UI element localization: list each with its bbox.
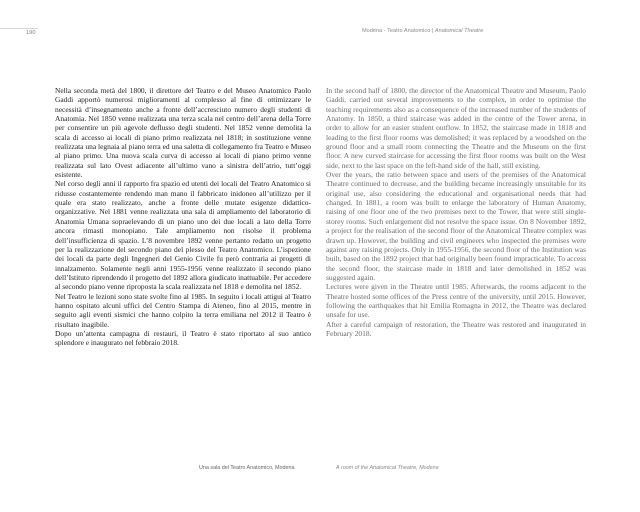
italian-text-column <box>55 86 311 348</box>
page-number: 190 <box>26 30 36 36</box>
english-paragraph: Over the years, the ratio between space and users of the premises of the Anatomical Theatre continued to decrease, and the building became increasingly unsuitable for its original use, also considering the educational and organisational needs that had changed. In 1881, a room was built to enlarge the laboratory of Human Anatomy, raising of one floor one of the two premises next to the Tower, that were still single-storey rooms. Such enlargement did not resolve the space issue. On 8 November 1892, a project for the realisation of the second floor of the Anatomical Theatre complex was drawn up. However, the building and civil engineers who inspected the premises were against any raising projects. Only in 1955-1956, the second floor of the Institution was built, based on the 1892 project that had originally been found impracticable. To access the second floor, the staircase made in 1818 and later demolished in 1852 was suggested again. <box>326 170 586 282</box>
top-rule-divider <box>0 28 38 29</box>
english-paragraph: Lectures were given in the Theatre until 1985. Afterwards, the rooms adjacent to the Theatre hosted some offices of the Press centre of the university, until 2015. However, following the earthquakes that hit Emilia Romagna in 2012, the Theatre was declared unsafe for use. <box>326 282 586 320</box>
italian-paragraph: Nel Teatro le lezioni sono state svolte fino al 1985. In seguito i locali attigui al Teatro hanno ospitato alcuni uffici del Centro Stampa di Ateneo, fino al 2015, mentre in seguito agli eventi sismici che hanno colpito la terra emiliana nel 2012 il Teatro è risultato inagibile. <box>55 291 311 329</box>
running-header-subtitle: Anatomical Theatre <box>434 28 484 34</box>
running-header-title: Modena - Teatro Anatomico | <box>362 28 435 34</box>
caption-italian: Una sala del Teatro Anatomico, Modena <box>199 465 295 471</box>
italian-paragraph: Nel corso degli anni il rapporto fra spazio ed utenti dei locali del Teatro Anatomico si ridusse costantemente rendendo man mano il fabbricato inidoneo all’utilizzo per il quale era stato realizzato, anche a fronte delle mutate esigenze didattico-organizzative. Nel 1881 venne realizzata una sala di ampliamento del laboratorio di Anatomia Umana sopraelevando di un piano uno dei due locali a lato della Torre ancora rimasti monopiano. Tale ampliamento non risolse il problema dell’insufficienza di spazio. L’8 novembre 1892 venne pertanto redatto un progetto per la realizzazione del secondo piano del plesso del Teatro Anatomico. L’ispezione dei locali da parte degli Ingegneri del Genio Civile fu però contraria ai progetti di innalzamento. Solamente negli anni 1955-1956 venne realizzato il secondo piano dell’Istituto riprendendo il progetto del 1892 allora giudicato inattuabile. Per accedere al secondo piano venne riproposta la scala realizzata nel 1818 e demolita nel 1852. <box>55 179 311 292</box>
caption-english: A room of the Anatomical Theatre, Modena <box>336 465 439 471</box>
italian-paragraph: Dopo un’attenta campagna di restauri, il Teatro è stato riportato al suo antico splendore e inaugurato nel febbraio 2018. <box>55 328 311 348</box>
english-paragraph: In the second half of 1800, the director of the Anatomical Theatre and Museum, Paolo Gaddi, carried out several improvements to the complex, in order to optimise the teaching requirements also as a consequence of the increased number of the students of Anatomy. In 1850, a third staircase was added in the centre of the Tower arena, in order to allow for an easier student outflow. In 1852, the staircase made in 1818 and leading to the first floor rooms was demolished; it was replaced by a woodshed on the ground floor and a small room connecting the Theatre and the Museum on the first floor. A new curved staircase for accessing the first floor rooms was built on the West side, next to the last space on the left-hand side of the hall, still existing. <box>326 86 586 170</box>
english-paragraph: After a careful campaign of restoration, the Theatre was restored and inaugurated in February 2018. <box>326 319 586 338</box>
running-header <box>362 28 483 34</box>
english-text-column <box>326 86 586 338</box>
italian-paragraph: Nella seconda metà del 1800, il direttore del Teatro e del Museo Anatomico Paolo Gaddi apportò numerosi miglioramenti al complesso al fine di ottimizzare le necessità d’insegnamento anche a fronte dell’accresciuto numero degli studenti di Anatomia. Nel 1850 venne realizzata una terza scala nel centro dell’arena della Torre per consentire un più agevole deflusso degli studenti. Nel 1852 venne demolita la scala di accesso ai locali di piano primo realizzata nel 1818; in sostituzione venne realizzata una legnaia al piano terra ed una saletta di collegamento fra Teatro e Museo al piano primo. Una nuova scala curva di accesso ai locali di piano primo venne realizzata sul lato Ovest adiacente all’ultimo vano a sinistra dell’atrio, tutt’oggi esistente. <box>55 86 311 180</box>
